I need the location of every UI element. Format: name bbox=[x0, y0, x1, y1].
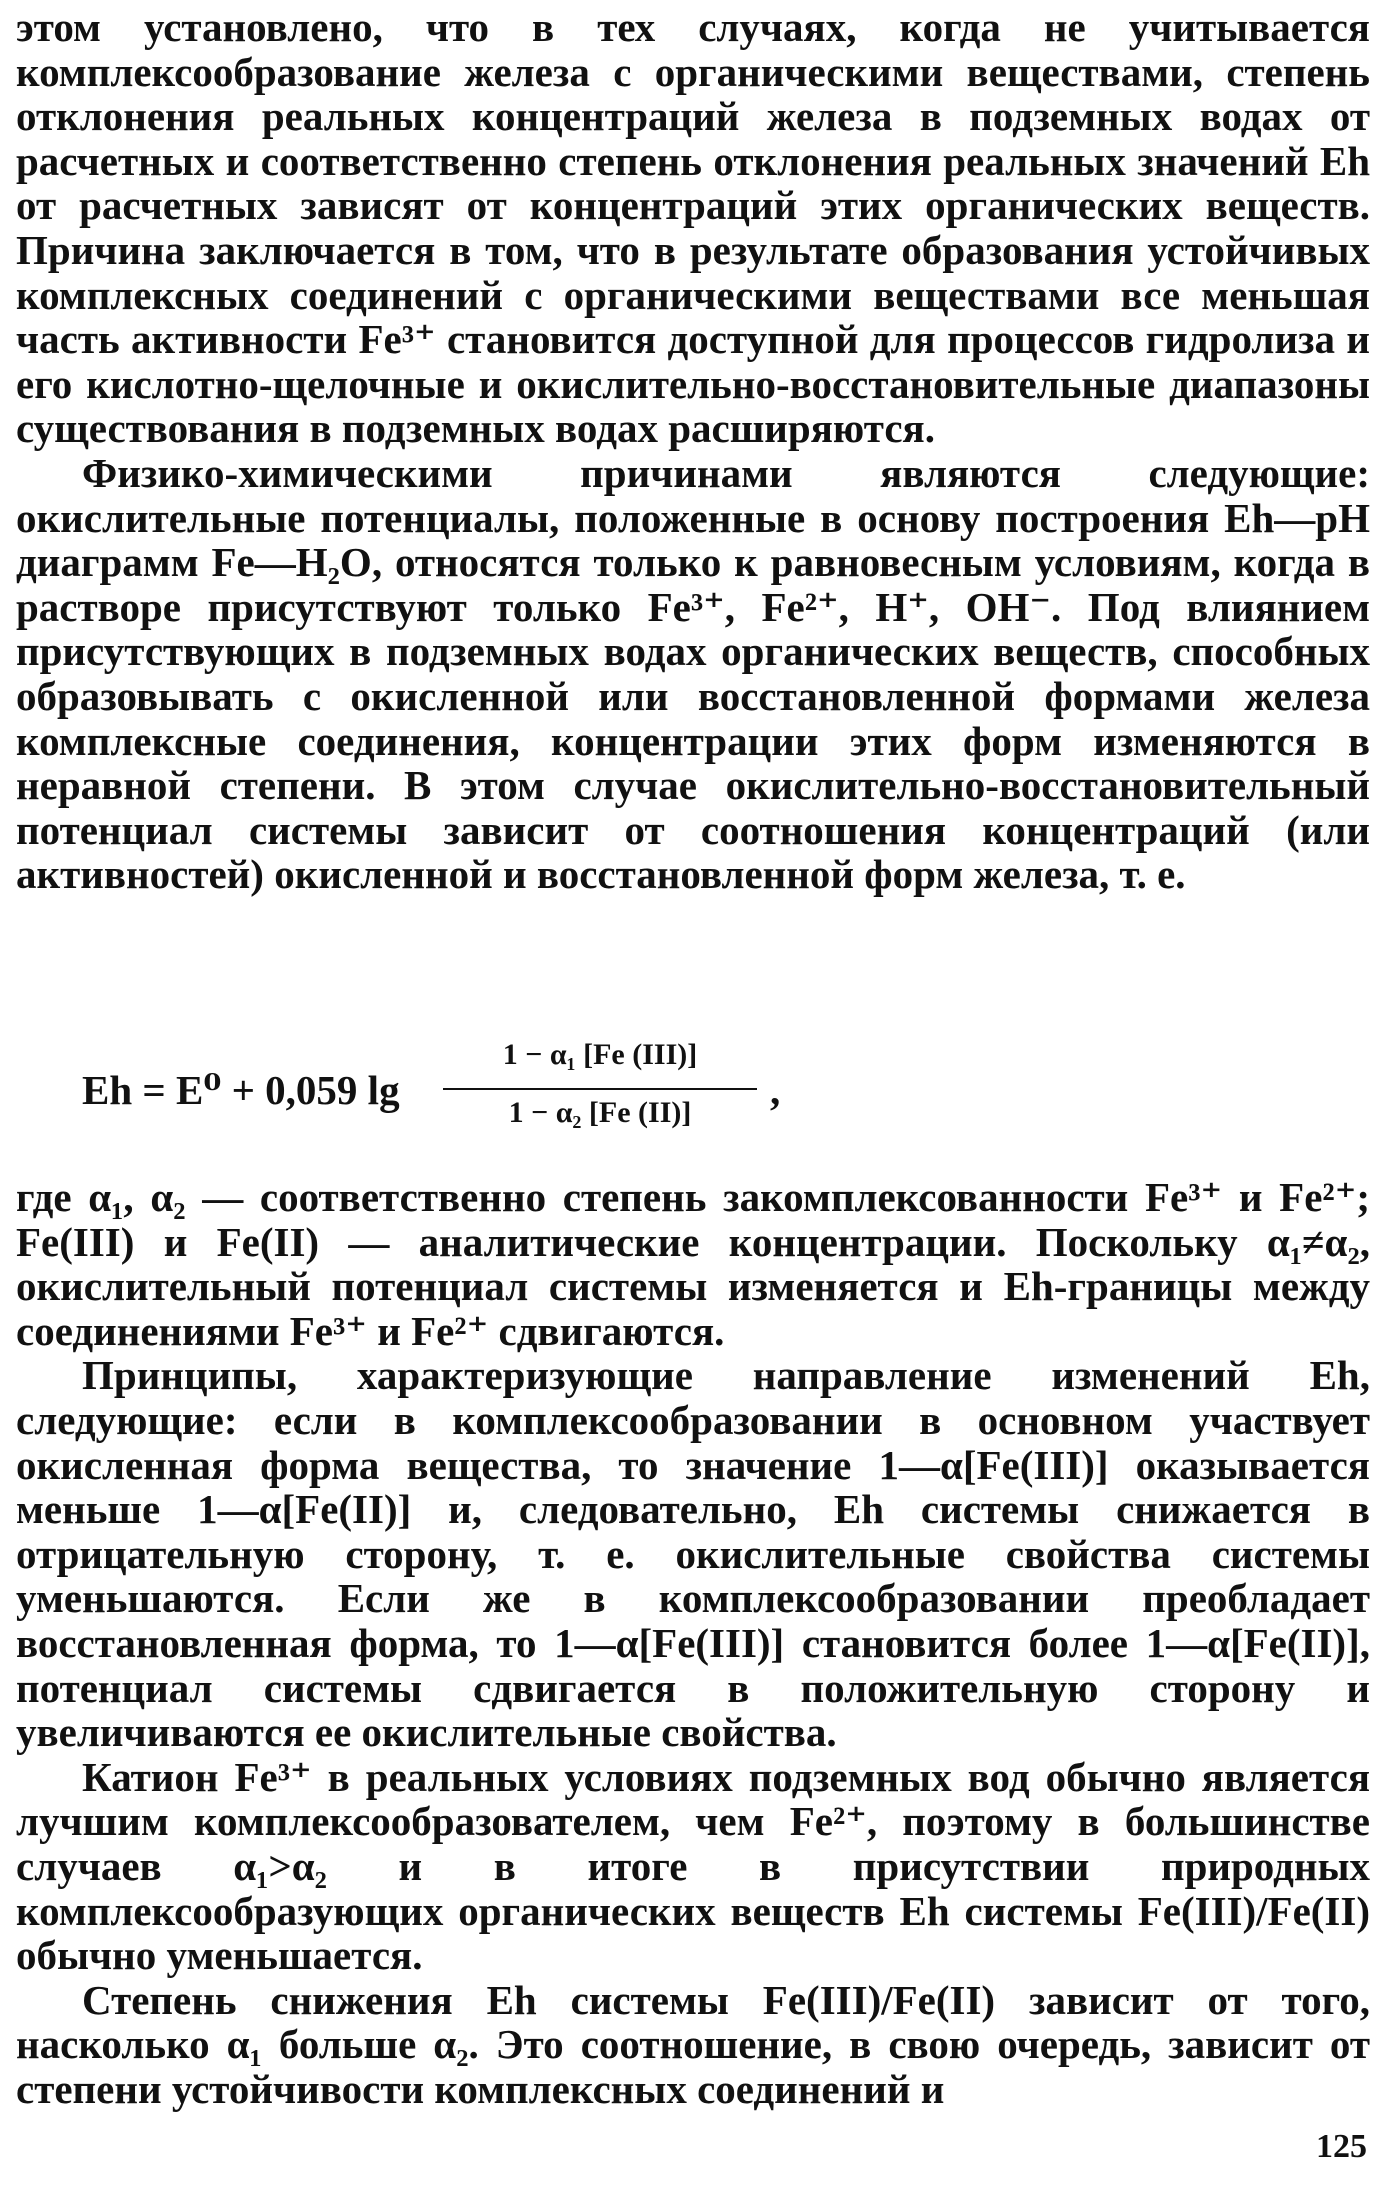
page-number: 125 bbox=[1316, 2128, 1367, 2165]
paragraph-2-part-b: Под влиянием присутствующих в подземных водах органических веществ, способных образовывать с окисленной или восстановленной формами железа комплексные соединения, концентрации этих форм изменяются в неравной степени. В этом случае окислительно-восстановительный потенциал системы зависит от соотношения концентраций (или активностей) окисленной и восстановленной форм железа, т. е. bbox=[16, 583, 1370, 898]
paragraph-1-text: этом установлено, что в тех случаях, когда не учитывается комплексообразование железа с органическими веществами, степень отклонения реальных концентраций железа в подземных водах от расчетных и соответственно степень отклонения реальных значений Eh от расчетных зависят от концентраций этих органических веществ. Причина заключается в том, что в результате образования устойчивых комплексных соединений с органическими веществами все меньшая часть активности bbox=[16, 4, 1370, 363]
paragraph-1-tail: становится доступной для процессов гидролиза и его кислотно-щелочные и окислительно-восстановительные диапазоны существования в подземных водах расширяются. bbox=[16, 316, 1370, 452]
text-block-lower bbox=[16, 1175, 1370, 2111]
formula-lhs: Eh = E⁰ + 0,059 lg bbox=[82, 1067, 400, 1113]
paragraph-5: Катион Fe³⁺ в реальных условиях подземных вод обычно является лучшим комплексообразователем, чем Fe²⁺, поэтому в большинстве случаев α₁>α₂ и в итоге в присутствии природных комплексообразующих органических веществ Eh системы Fe(III)/Fe(II) обычно уменьшается. bbox=[16, 1753, 1370, 1979]
paragraph-3: где α₁, α₂ — соответственно степень закомплексованности Fe³⁺ и Fe²⁺; Fe(III) и Fe(II) — аналитические концентрации. Поскольку α₁≠α₂, окислительный потенциал системы изменяется и Eh-границы между соединениями Fe³⁺ и Fe²⁺ сдвигаются. bbox=[16, 1174, 1370, 1354]
fraction-bar bbox=[443, 1088, 757, 1090]
paragraph-2 bbox=[16, 451, 1370, 897]
paragraph-4: Принципы, характеризующие направление изменений Eh, следующие: если в комплексообразовании в основном участвует окисленная форма вещества, то значение 1—α[Fe(III)] оказывается меньше 1—α[Fe(II)] и, следовательно, Eh системы снижается в отрицательную сторону, т. е. окислительные свойства системы уменьшаются. Если же в комплексообразовании преобладает восстановленная форма, то 1—α[Fe(III)] становится более 1—α[Fe(II)], потенциал системы сдвигается в положительную сторону и увеличиваются ее окислительные свойства. bbox=[16, 1352, 1370, 1756]
text-block-upper bbox=[16, 5, 1370, 897]
formula-denominator: 1 − α₂ [Fe (II)] bbox=[508, 1096, 692, 1129]
eh-formula bbox=[82, 1030, 882, 1150]
formula-comma: , bbox=[770, 1067, 781, 1113]
ferric-ion: Fe³⁺ bbox=[358, 316, 436, 363]
formula-numerator: 1 − α₁ [Fe (III)] bbox=[502, 1038, 698, 1071]
paragraph-1 bbox=[16, 5, 1370, 451]
paragraph-6: Степень снижения Eh системы Fe(III)/Fe(II) зависит от того, насколько α₁ больше α₂. Это соотношение, в свою очередь, зависит от степени устойчивости комплексных соединений и bbox=[16, 1976, 1370, 2112]
paragraph-2-part-a: Физико-химическими причинами являются следующие: окислительные потенциалы, положенные в основу построения Eh—pH диаграмм Fe—H₂O, относятся только к равновесным условиям, когда в растворе присутствуют только Fe³⁺, Fe²⁺, H⁺, OH⁻. bbox=[16, 449, 1370, 630]
